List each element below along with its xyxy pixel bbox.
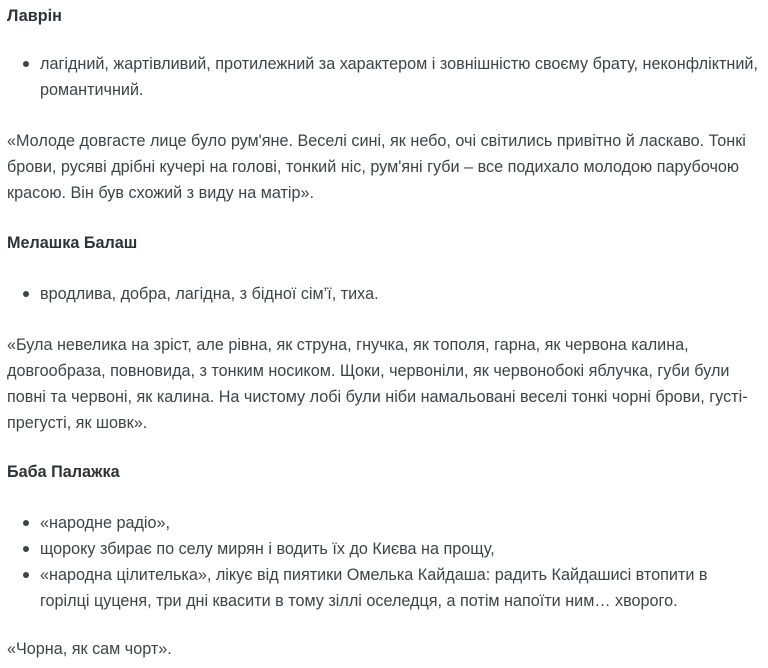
list-item: щороку збирає по селу мирян і водить їх до Києва на прощу, <box>0 536 760 562</box>
melashka-quote: «Була невелика на зріст, але рівна, як струна, гнучка, як тополя, гарна, як червона калина, довгообраза, повновида, з тонким носиком. Щоки, червоніли, як червонобокі яблучка, губи були повні та червоні, як калина. На чистому лобі були ніби намальовані веселі тонкі чорні брови, густі-прегусті, як шовк». <box>7 336 748 432</box>
lavrin-quote: «Молоде довгасте лице було рум'яне. Веселі сині, як небо, очі світились привітно й ласкаво. Тонкі брови, русяві дрібні кучері на голові, тонкий ніс, рум'яні губи – все подихало молодою парубочою красою. Він був схожий з виду на матір». <box>7 132 746 202</box>
section-heading-palazhka: Баба Палажка <box>7 463 120 481</box>
section-heading-lavrin: Лаврін <box>7 7 62 25</box>
section-heading-melashka: Мелашка Балаш <box>7 234 138 252</box>
melashka-traits-list <box>0 281 760 307</box>
list-item: «народне радіо», <box>0 510 760 536</box>
palazhka-quote: «Чорна, як сам чорт». <box>7 640 172 658</box>
list-item: вродлива, добра, лагідна, з бідної сім’ї, тиха. <box>0 281 760 307</box>
palazhka-traits-list <box>0 510 760 614</box>
list-item: лагідний, жартівливий, протилежний за характером і зовнішністю своєму брату, неконфліктний, романтичний. <box>0 51 760 103</box>
list-item: «народна цілителька», лікує від пиятики Омелька Кайдаша: радить Кайдашисі втопити в горілці цуценя, три дні квасити в тому зіллі оселедця, а потім напоїти ним… хворого. <box>0 562 760 614</box>
lavrin-traits-list <box>0 51 760 103</box>
